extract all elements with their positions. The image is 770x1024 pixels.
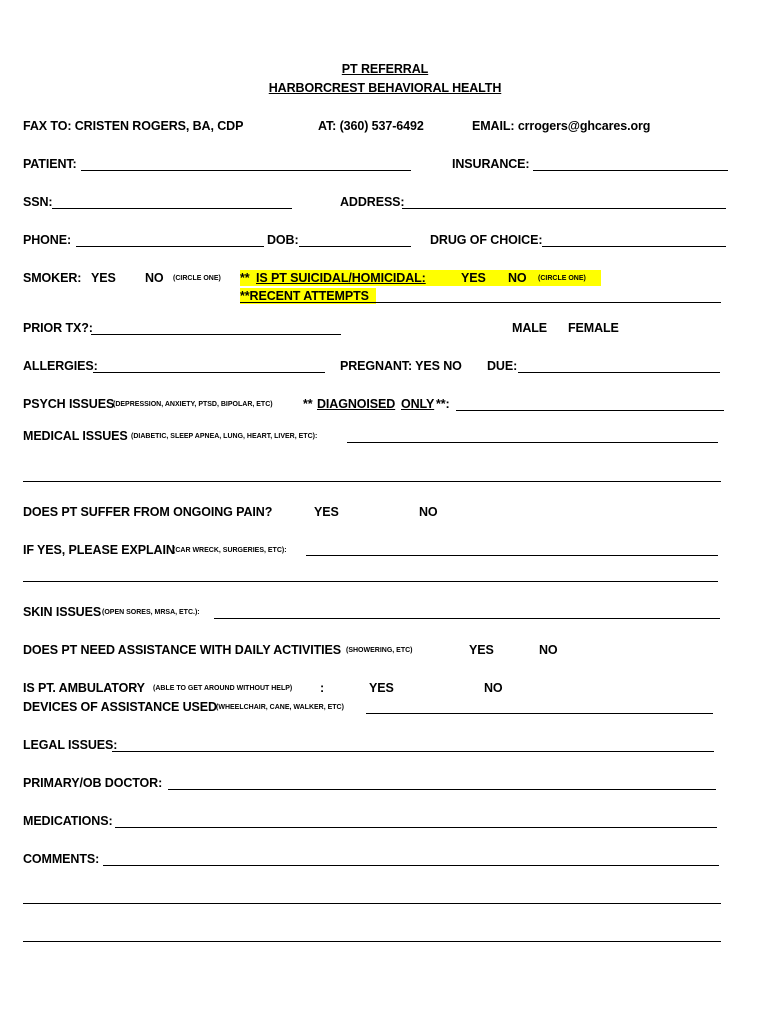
contact-phone: AT: (360) 537-6492	[318, 119, 424, 133]
suicidal-no-option[interactable]: NO	[508, 271, 527, 285]
drug-of-choice-label: DRUG OF CHOICE:	[430, 233, 543, 247]
assistance-note: (SHOWERING, ETC)	[346, 647, 413, 654]
skin-issues-label: SKIN ISSUES	[23, 605, 102, 619]
organization-name: HARBORCREST BEHAVIORAL HEALTH	[268, 81, 502, 95]
address-field[interactable]	[402, 208, 726, 209]
male-option[interactable]: MALE	[512, 321, 548, 335]
address-label: ADDRESS:	[340, 195, 405, 209]
medical-issues-label: MEDICAL ISSUES	[23, 429, 128, 443]
legal-issues-label: LEGAL ISSUES:	[23, 738, 118, 752]
recent-attempts-label: **RECENT ATTEMPTS	[240, 289, 369, 303]
skin-issues-note: (OPEN SORES, MRSA, ETC.):	[102, 609, 200, 616]
doctor-label: PRIMARY/OB DOCTOR:	[23, 776, 163, 790]
dob-field[interactable]	[299, 246, 411, 247]
ambulatory-label: IS PT. AMBULATORY	[23, 681, 145, 695]
drug-of-choice-field[interactable]	[542, 246, 726, 247]
medical-issues-field-2[interactable]	[23, 481, 721, 482]
explain-field-2[interactable]	[23, 581, 718, 582]
legal-issues-field[interactable]	[112, 751, 714, 752]
devices-field[interactable]	[366, 713, 713, 714]
comments-field-2[interactable]	[23, 903, 721, 904]
prior-tx-field[interactable]	[91, 334, 341, 335]
suicidal-circle-note: (CIRCLE ONE)	[538, 275, 586, 282]
pain-no-option[interactable]: NO	[419, 505, 438, 519]
dob-label: DOB:	[267, 233, 299, 247]
prior-tx-label: PRIOR TX?:	[23, 321, 93, 335]
devices-note: (WHEELCHAIR, CANE, WALKER, ETC)	[216, 704, 344, 711]
psych-issues-label: PSYCH ISSUES	[23, 397, 115, 411]
female-option[interactable]: FEMALE	[568, 321, 619, 335]
skin-issues-field[interactable]	[214, 618, 720, 619]
comments-label: COMMENTS:	[23, 852, 100, 866]
pain-yes-option[interactable]: YES	[314, 505, 339, 519]
medical-issues-note: (DIABETIC, SLEEP APNEA, LUNG, HEART, LIVER, ETC):	[131, 433, 318, 440]
comments-field[interactable]	[103, 865, 719, 866]
devices-label: DEVICES OF ASSISTANCE USED	[23, 700, 217, 714]
allergies-label: ALLERGIES:	[23, 359, 98, 373]
comments-field-3[interactable]	[23, 941, 721, 942]
ssn-field[interactable]	[52, 208, 292, 209]
fax-to-label: FAX TO: CRISTEN ROGERS, BA, CDP	[23, 119, 244, 133]
suicidal-stars: **	[240, 271, 250, 285]
recent-attempts-field[interactable]	[240, 302, 721, 303]
insurance-field[interactable]	[533, 170, 728, 171]
due-field[interactable]	[518, 372, 720, 373]
smoker-yes-option[interactable]: YES	[91, 271, 116, 285]
medications-field[interactable]	[115, 827, 717, 828]
medications-label: MEDICATIONS:	[23, 814, 113, 828]
due-label: DUE:	[487, 359, 518, 373]
psych-issues-field[interactable]	[456, 410, 724, 411]
suicidal-label: IS PT SUICIDAL/HOMICIDAL:	[256, 271, 426, 285]
smoker-circle-note: (CIRCLE ONE)	[173, 275, 221, 282]
psych-stars: **	[303, 397, 313, 411]
pregnant-label[interactable]: PREGNANT: YES NO	[340, 359, 462, 373]
suicidal-yes-option[interactable]: YES	[461, 271, 486, 285]
patient-label: PATIENT:	[23, 157, 77, 171]
explain-note: (CAR WRECK, SURGERIES, ETC):	[173, 547, 287, 554]
ambulatory-note: (ABLE TO GET AROUND WITHOUT HELP)	[153, 685, 293, 692]
assistance-label: DOES PT NEED ASSISTANCE WITH DAILY ACTIVITIES	[23, 643, 341, 657]
ambulatory-no-option[interactable]: NO	[484, 681, 503, 695]
smoker-label: SMOKER:	[23, 271, 82, 285]
contact-email: EMAIL: crrogers@ghcares.org	[472, 119, 651, 133]
phone-field[interactable]	[76, 246, 264, 247]
assistance-yes-option[interactable]: YES	[469, 643, 494, 657]
psych-issues-note: (DEPRESSION, ANXIETY, PTSD, BIPOLAR, ETC)	[113, 401, 273, 408]
patient-field[interactable]	[81, 170, 411, 171]
assistance-no-option[interactable]: NO	[539, 643, 558, 657]
pain-label: DOES PT SUFFER FROM ONGOING PAIN?	[23, 505, 273, 519]
ambulatory-yes-option[interactable]: YES	[369, 681, 394, 695]
psych-end: **:	[436, 397, 450, 411]
ssn-label: SSN:	[23, 195, 53, 209]
ambulatory-colon: :	[320, 681, 325, 695]
explain-label: IF YES, PLEASE EXPLAIN	[23, 543, 175, 557]
form-title: PT REFERRAL	[341, 62, 429, 76]
doctor-field[interactable]	[168, 789, 716, 790]
diagnosed-label: DIAGNOISED	[317, 397, 396, 411]
only-label: ONLY	[401, 397, 435, 411]
insurance-label: INSURANCE:	[452, 157, 530, 171]
smoker-no-option[interactable]: NO	[145, 271, 164, 285]
phone-label: PHONE:	[23, 233, 72, 247]
explain-field[interactable]	[306, 555, 718, 556]
medical-issues-field[interactable]	[347, 442, 718, 443]
allergies-field[interactable]	[93, 372, 325, 373]
